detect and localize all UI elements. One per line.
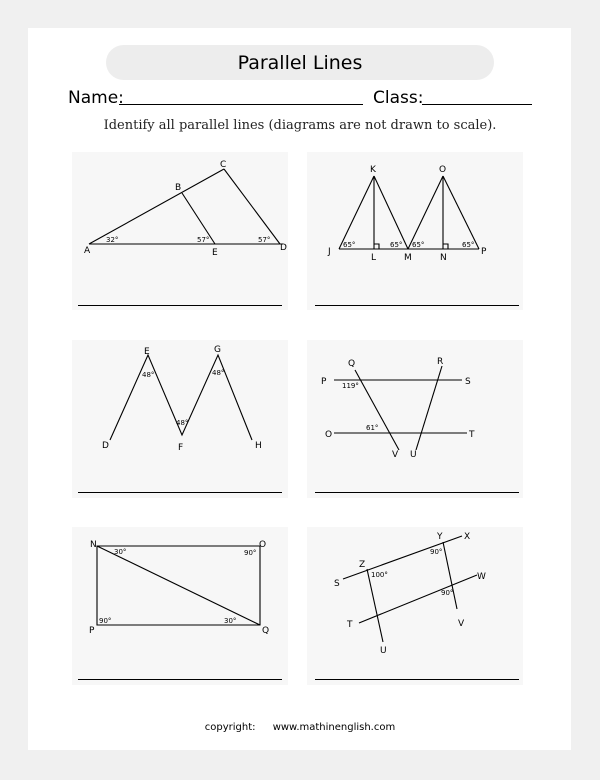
- point-label: G: [214, 345, 221, 355]
- angle-label: 48°: [212, 369, 225, 377]
- diagram-4-figure: [307, 340, 523, 498]
- copyright-site-link[interactable]: www.mathinenglish.com: [272, 722, 396, 733]
- answer-line-2[interactable]: [315, 305, 519, 306]
- angle-label: 100°: [371, 571, 388, 579]
- answer-line-5[interactable]: [78, 679, 282, 680]
- point-label: Q: [262, 626, 270, 636]
- point-label: T: [347, 620, 353, 630]
- line-km: [374, 176, 408, 249]
- line-sx: [343, 536, 462, 579]
- diagram-5-figure: [72, 527, 288, 685]
- line-cd: [224, 169, 280, 244]
- copyright-label: copyright:: [204, 722, 256, 733]
- point-label: O: [259, 540, 267, 550]
- angle-label: 65°: [390, 241, 403, 249]
- angle-label: 30°: [224, 617, 237, 625]
- line-mo: [408, 176, 443, 249]
- diagram-4: [307, 340, 523, 498]
- point-label: X: [464, 532, 471, 542]
- point-label: W: [477, 572, 486, 582]
- angle-label: 30°: [114, 548, 127, 556]
- point-label: T: [469, 430, 475, 440]
- point-label: H: [255, 441, 262, 451]
- angle-label: 65°: [462, 241, 475, 249]
- line-ru: [416, 366, 442, 450]
- point-label: U: [380, 646, 387, 656]
- angle-label: 90°: [430, 548, 443, 556]
- point-label: Z: [359, 560, 366, 570]
- diagram-3: [72, 340, 288, 498]
- class-label: Class:: [373, 88, 424, 108]
- point-label: A: [84, 246, 91, 256]
- class-field[interactable]: [422, 104, 532, 105]
- diagram-2: [307, 152, 523, 310]
- answer-line-6[interactable]: [315, 679, 519, 680]
- point-label: S: [334, 579, 340, 589]
- diagram-2-figure: [307, 152, 523, 310]
- point-label: O: [325, 430, 333, 440]
- point-label: B: [175, 183, 182, 193]
- angle-label: 119°: [342, 382, 359, 390]
- diagram-3-figure: [72, 340, 288, 498]
- line-op: [443, 176, 479, 249]
- angle-label: 65°: [343, 241, 356, 249]
- angle-label: 48°: [176, 419, 189, 427]
- answer-line-4[interactable]: [315, 492, 519, 493]
- angle-label: 48°: [142, 371, 155, 379]
- point-label: N: [90, 540, 97, 550]
- diagram-1-figure: [72, 152, 288, 310]
- right-angle-mark: [443, 244, 448, 249]
- angle-label: 90°: [244, 549, 257, 557]
- name-label: Name:: [68, 88, 124, 108]
- point-label: D: [102, 441, 109, 451]
- diagonal-nq: [97, 546, 260, 625]
- angle-label: 32°: [106, 236, 119, 244]
- point-label: K: [370, 165, 376, 175]
- point-label: Y: [437, 532, 443, 542]
- point-label: U: [410, 450, 417, 460]
- line-jk: [339, 176, 374, 249]
- point-label: R: [437, 357, 444, 367]
- point-label: N: [440, 253, 447, 263]
- diagram-6: [307, 527, 523, 685]
- point-label: F: [178, 443, 184, 453]
- angle-label: 57°: [197, 236, 210, 244]
- footer: [0, 722, 600, 733]
- line-qv: [355, 370, 399, 450]
- diagram-5: [72, 527, 288, 685]
- line-ac: [89, 169, 224, 244]
- point-label: P: [321, 377, 327, 387]
- angle-label: 90°: [99, 617, 112, 625]
- point-label: E: [212, 248, 218, 258]
- point-label: V: [458, 619, 465, 629]
- instructions: Identify all parallel lines (diagrams are not drawn to scale).: [103, 118, 497, 133]
- diagram-6-figure: [307, 527, 523, 685]
- point-label: L: [371, 253, 377, 263]
- angle-label: 61°: [366, 424, 379, 432]
- answer-line-1[interactable]: [78, 305, 282, 306]
- name-field[interactable]: [119, 104, 363, 105]
- point-label: C: [220, 160, 227, 170]
- line-zu: [367, 569, 383, 642]
- angle-label: 90°: [441, 589, 454, 597]
- angle-label: 57°: [258, 236, 271, 244]
- point-label: P: [89, 626, 95, 636]
- point-label: P: [481, 247, 487, 257]
- point-label: S: [465, 377, 471, 387]
- point-label: J: [328, 247, 331, 257]
- worksheet-title: Parallel Lines: [106, 45, 494, 80]
- point-label: O: [439, 165, 447, 175]
- point-label: E: [144, 347, 150, 357]
- line-yv: [443, 542, 457, 609]
- point-label: Q: [348, 359, 356, 369]
- zigzag-dfgh: [110, 355, 252, 440]
- answer-line-3[interactable]: [78, 492, 282, 493]
- point-label: M: [404, 253, 412, 263]
- angle-label: 65°: [412, 241, 425, 249]
- diagram-1: [72, 152, 288, 310]
- point-label: V: [392, 450, 399, 460]
- right-angle-mark: [374, 244, 379, 249]
- point-label: D: [280, 243, 287, 253]
